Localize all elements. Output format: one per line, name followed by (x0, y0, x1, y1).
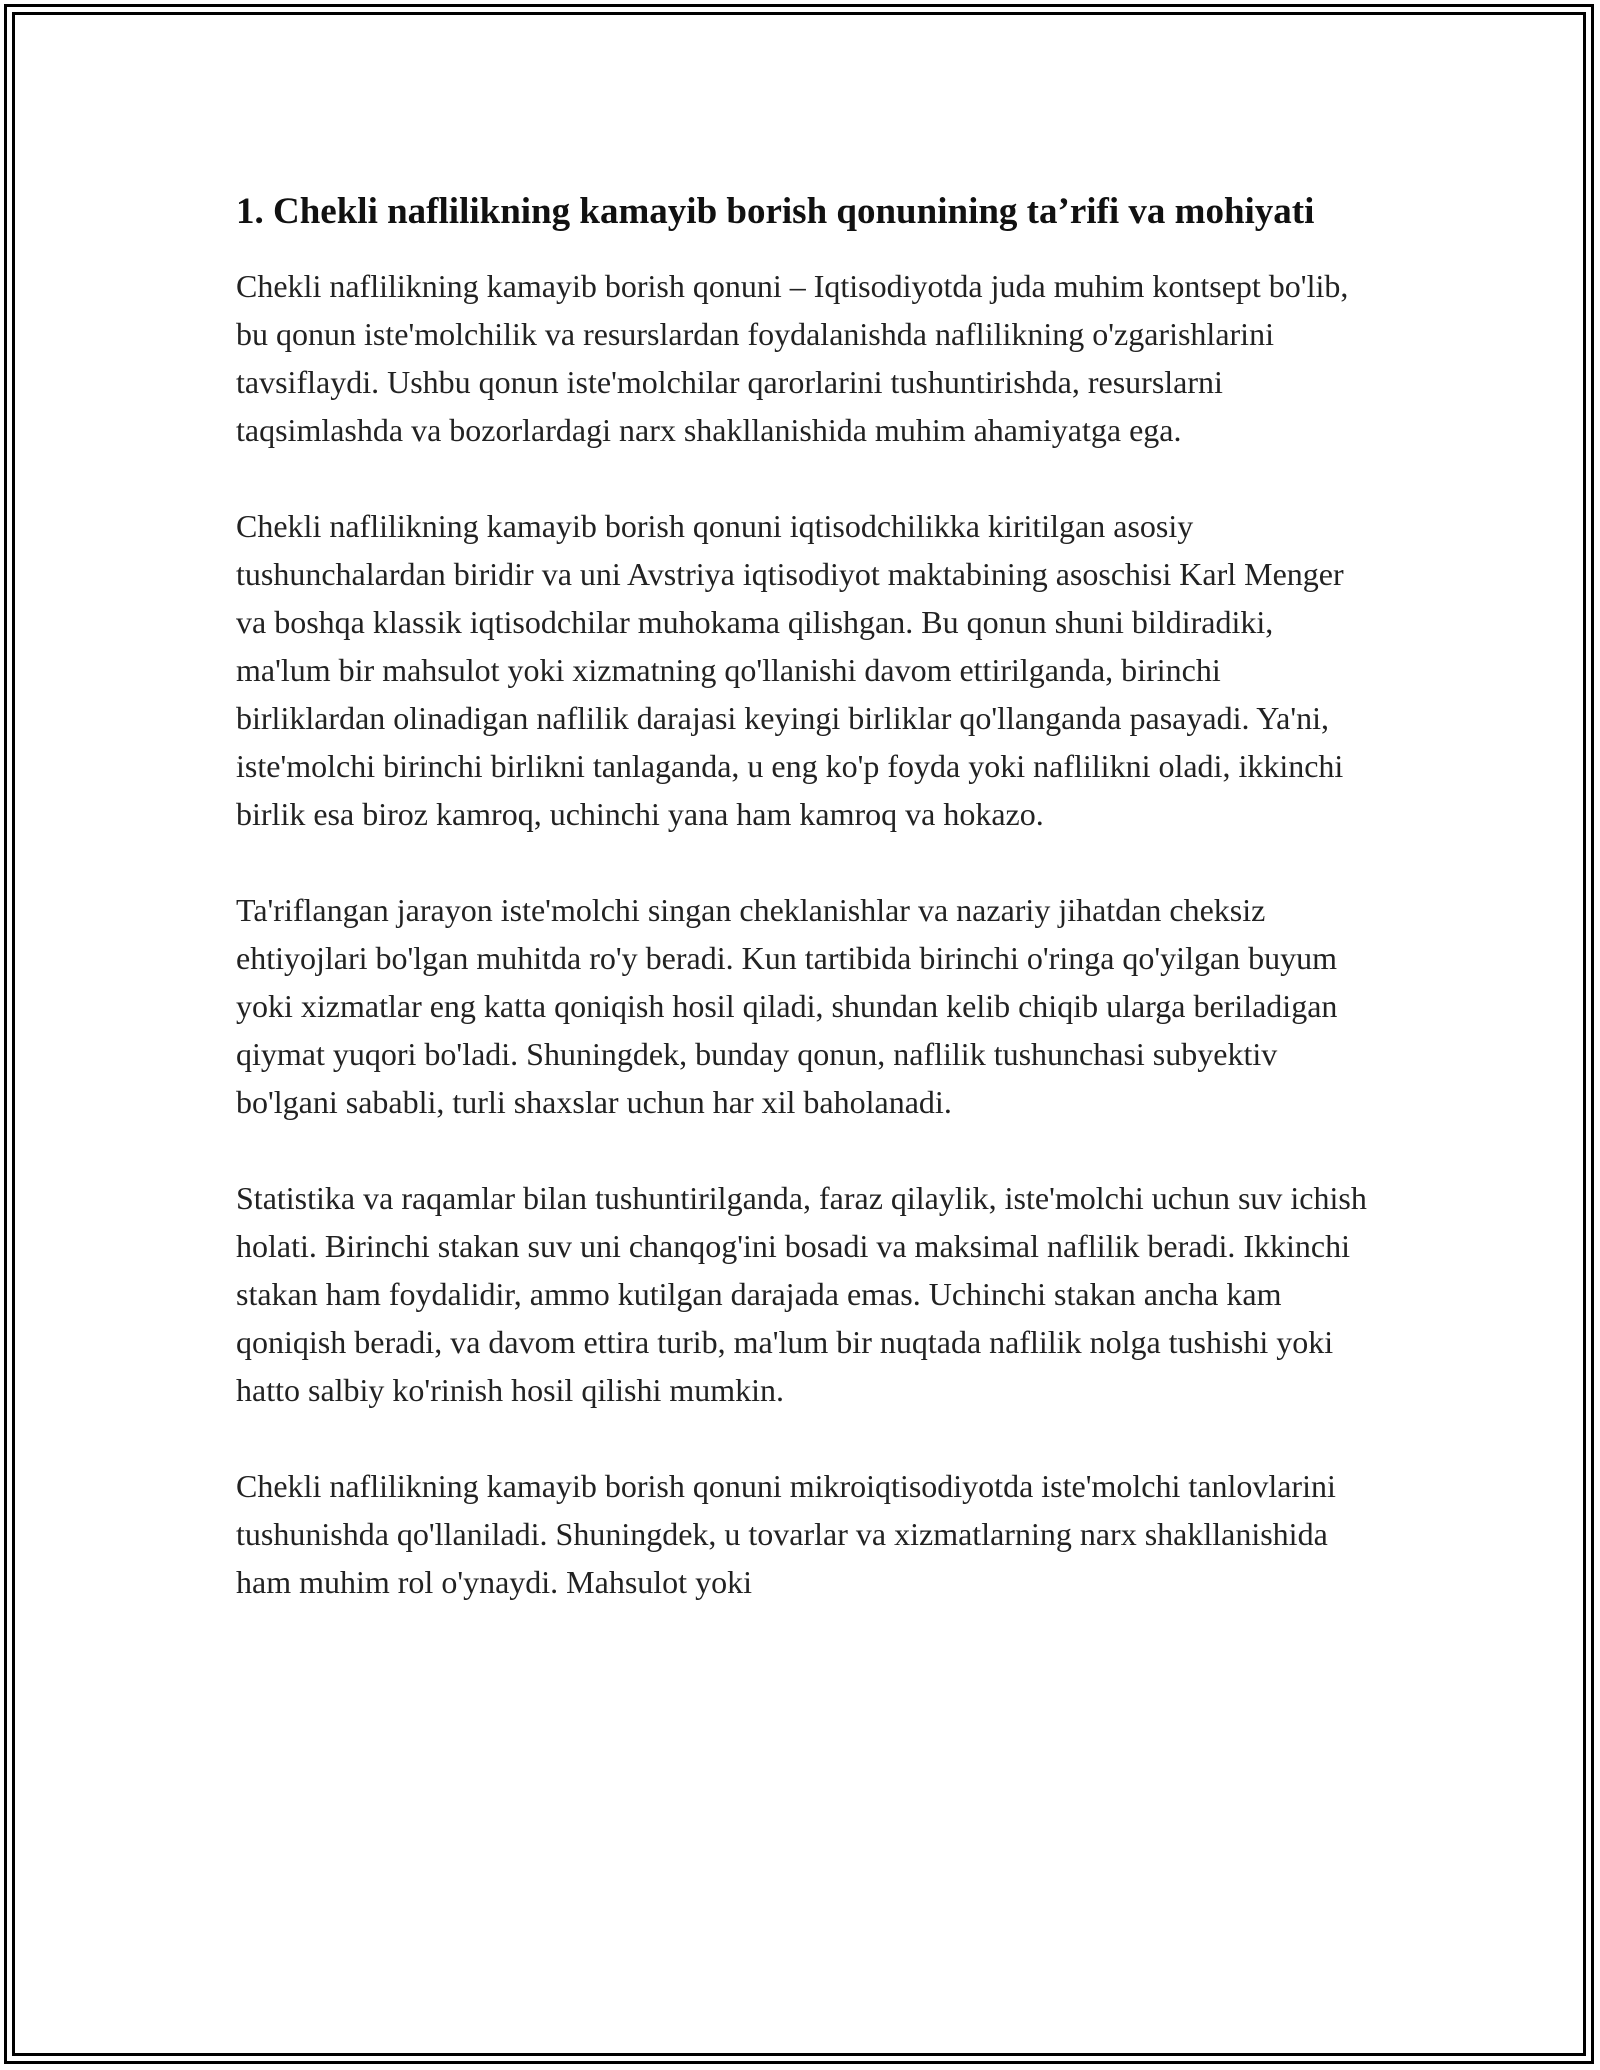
paragraph-3: Ta'riflangan jarayon iste'molchi singan cheklanishlar va nazariy jihatdan cheksiz ehtiyojlari bo'lgan muhitda ro'y beradi. Kun tartibida birinchi o'ringa qo'yilgan buyum yoki xizmatlar eng katta qoniqish hosil qiladi, shundan kelib chiqib ularga beriladigan qiymat yuqori bo'ladi. Shuningdek, bunday qonun, naflilik tushunchasi subyektiv bo'lgani sababli, turli shaxslar uchun har xil baholanadi. (236, 892, 1338, 1120)
document-body (236, 184, 1372, 1654)
paragraph-4: Statistika va raqamlar bilan tushuntirilganda, faraz qilaylik, iste'molchi uchun suv ichish holati. Birinchi stakan suv uni chanqog'ini bosadi va maksimal naflilik beradi. Ikkinchi stakan ham foydalidir, ammo kutilgan darajada emas. Uchinchi stakan ancha kam qoniqish beradi, va davom ettira turib, ma'lum bir nuqtada naflilik nolga tushishi yoki hatto salbiy ko'rinish hosil qilishi mumkin. (236, 1180, 1367, 1408)
paragraph-5: Chekli naflilikning kamayib borish qonuni mikroiqtisodiyotda iste'molchi tanlovlarini tushunishda qo'llaniladi. Shuningdek, u tovarlar va xizmatlarning narx shakllanishida ham muhim rol o'ynaydi. Mahsulot yoki (236, 1468, 1336, 1600)
paragraph-1: Chekli naflilikning kamayib borish qonuni – Iqtisodiyotda juda muhim kontsept bo'lib, bu qonun iste'molchilik va resurslardan foydalanishda naflilikning o'zgarishlarini tavsiflaydi. Ushbu qonun iste'molchilar qarorlarini tushuntirishda, resurslarni taqsimlashda va bozorlardagi narx shakllanishida muhim ahamiyatga ega. (236, 268, 1349, 448)
paragraph-2: Chekli naflilikning kamayib borish qonuni iqtisodchilikka kiritilgan asosiy tushunchalardan biridir va uni Avstriya iqtisodiyot maktabining asoschisi Karl Menger va boshqa klassik iqtisodchilar muhokama qilishgan. Bu qonun shuni bildiradiki, ma'lum bir mahsulot yoki xizmatning qo'llanishi davom ettirilganda, birinchi birliklardan olinadigan naflilik darajasi keyingi birliklar qo'llanganda pasayadi. Ya'ni, iste'molchi birinchi birlikni tanlaganda, u eng ko'p foyda yoki naflilikni oladi, ikkinchi birlik esa biroz kamroq, uchinchi yana ham kamroq va hokazo. (236, 508, 1344, 832)
section-heading: 1. Chekli naflilikning kamayib borish qonunining ta’rifi va mohiyati (236, 191, 1315, 232)
